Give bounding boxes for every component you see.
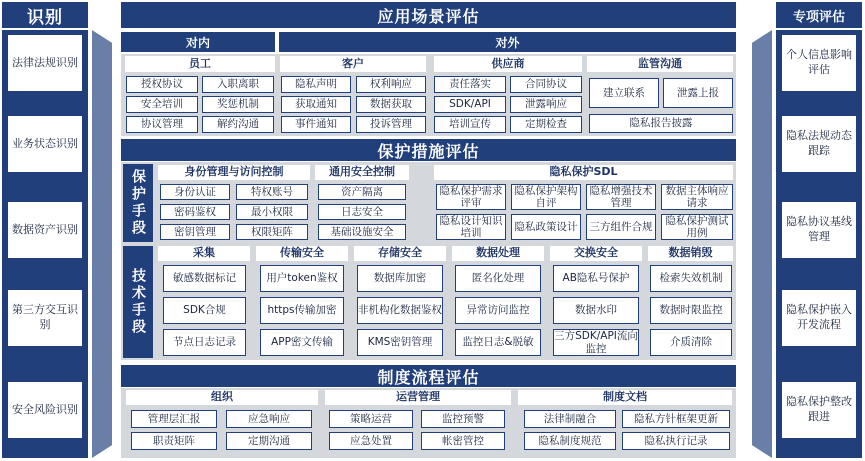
tech-item[interactable]: 三方SDK/API流向监控 — [554, 330, 638, 355]
left-item-0[interactable]: 法律法规识别 — [8, 35, 82, 91]
scene-item[interactable]: 责任落实 — [434, 76, 506, 93]
tech-item[interactable]: 检索失效机制 — [650, 265, 732, 292]
process-title-bar — [121, 365, 736, 387]
scene-item[interactable]: 投诉管理 — [356, 116, 426, 133]
tech-item[interactable]: 非机构化数据鉴权 — [357, 297, 443, 324]
scene-group-regulator: 监管沟通 — [587, 56, 733, 72]
scene-item[interactable]: 合同协议 — [510, 76, 582, 93]
tech-header-collect: 采集 — [158, 246, 250, 261]
iam-item[interactable]: 权限矩阵 — [236, 224, 308, 240]
mgmt-label: 保护手段 — [123, 164, 153, 242]
general-header: 通用安全控制 — [315, 165, 409, 180]
process-header-ops: 运营管理 — [325, 390, 511, 405]
tech-item[interactable]: 节点日志记录 — [163, 329, 246, 356]
scene-item[interactable]: 授权协议 — [126, 76, 198, 93]
scene-item[interactable]: 获取通知 — [281, 96, 351, 113]
left-item-2[interactable]: 数据资产识别 — [8, 202, 82, 258]
scene-group-supplier: 供应商 — [434, 56, 582, 72]
tech-item[interactable]: 介质清除 — [650, 329, 732, 356]
right-title: 专项评估 — [792, 9, 845, 25]
tech-label: 技术手段 — [123, 246, 153, 358]
general-item[interactable]: 日志安全 — [318, 204, 406, 220]
sdl-item[interactable]: 三方组件合规 — [586, 214, 656, 240]
right-arrow-bar — [752, 30, 772, 458]
sdl-item[interactable]: 隐私政策设计 — [511, 214, 581, 240]
right-item-0[interactable]: 个人信息影响评估 — [782, 35, 856, 91]
scene-item[interactable]: 解约沟通 — [202, 116, 274, 133]
scene-title-bar — [121, 2, 736, 28]
internal-bar: 对内 — [121, 32, 275, 52]
tech-item[interactable]: SDK合规 — [163, 297, 246, 324]
scene-group-customer: 客户 — [280, 56, 426, 72]
process-item[interactable]: 隐私执行记录 — [622, 432, 730, 450]
right-item-3[interactable]: 隐私保护嵌入开发流程 — [782, 290, 856, 346]
protect-title: 保护措施评估 — [377, 141, 480, 161]
process-item[interactable]: 应急响应 — [226, 410, 312, 428]
process-item[interactable]: 监控预警 — [421, 410, 505, 428]
iam-item[interactable]: 特权账号 — [236, 184, 308, 200]
process-item[interactable]: 职责矩阵 — [131, 432, 217, 450]
left-arrow-bar — [92, 30, 112, 458]
sdl-item[interactable]: 隐私保护测试用例 — [661, 214, 733, 240]
sdl-item[interactable]: 隐私增强技术管理 — [586, 184, 656, 210]
scene-title: 应用场景评估 — [377, 6, 480, 26]
right-panel-title — [776, 2, 862, 28]
iam-item[interactable]: 最小权限 — [236, 204, 308, 220]
right-panel — [776, 30, 862, 458]
process-item[interactable]: 隐私方针框架更新 — [622, 410, 730, 428]
scene-item[interactable]: 奖惩机制 — [202, 96, 274, 113]
tech-item[interactable]: https传输加密 — [260, 297, 344, 324]
left-item-1[interactable]: 业务状态识别 — [8, 116, 82, 172]
tech-header-destroy: 数据销毁 — [648, 246, 733, 261]
tech-header-storage: 存储安全 — [354, 246, 446, 261]
scene-item[interactable]: 泄露上报 — [663, 78, 733, 108]
left-item-3[interactable]: 第三方交互识别 — [8, 290, 82, 346]
tech-item[interactable]: 敏感数据标记 — [163, 265, 246, 292]
protect-title-bar — [121, 139, 736, 161]
tech-item[interactable]: 用户token鉴权 — [260, 265, 344, 292]
scene-item[interactable]: 事件通知 — [281, 116, 351, 133]
tech-item[interactable]: AB隐私号保护 — [553, 265, 639, 292]
right-item-4[interactable]: 隐私保护整改跟进 — [782, 382, 856, 438]
tech-item[interactable]: 数据时限监控 — [650, 297, 732, 324]
process-item[interactable]: 法律制融合 — [524, 410, 616, 428]
iam-item[interactable]: 身份认证 — [160, 184, 230, 200]
external-bar: 对外 — [279, 32, 736, 52]
tech-header-process: 数据处理 — [452, 246, 544, 261]
tech-item[interactable]: 监控日志&脱敏 — [455, 329, 541, 356]
tech-header-transfer: 传输安全 — [256, 246, 348, 261]
general-item[interactable]: 资产隔离 — [318, 184, 406, 200]
right-item-2[interactable]: 隐私协议基线管理 — [782, 202, 856, 258]
iam-item[interactable]: 密钥管理 — [160, 224, 230, 240]
process-item[interactable]: 帐密管控 — [421, 432, 505, 450]
sdl-item[interactable]: 隐私保护架构自评 — [511, 184, 581, 210]
process-header-docs: 制度文档 — [518, 390, 732, 405]
scene-item[interactable]: 泄露响应 — [510, 96, 582, 113]
scene-item[interactable]: 权利响应 — [356, 76, 426, 93]
iam-header: 身份管理与访问控制 — [158, 165, 310, 180]
sdl-item[interactable]: 隐私设计知识培训 — [436, 214, 506, 240]
scene-item[interactable]: 培训宣传 — [434, 116, 506, 133]
process-item[interactable]: 定期沟通 — [226, 432, 312, 450]
tech-item[interactable]: 匿名化处理 — [455, 265, 541, 292]
tech-item[interactable]: 异常访问监控 — [455, 297, 541, 324]
scene-item[interactable]: 安全培训 — [126, 96, 198, 113]
scene-item[interactable]: 建立联系 — [589, 78, 659, 108]
tech-item[interactable]: 数据库加密 — [357, 265, 443, 292]
process-item[interactable]: 隐私制度规范 — [524, 432, 616, 450]
process-title: 制度流程评估 — [377, 367, 480, 387]
sdl-header: 隐私保护SDL — [434, 165, 733, 180]
left-panel-title — [2, 2, 88, 28]
scene-item[interactable]: 隐私声明 — [281, 76, 351, 93]
left-title: 识别 — [27, 7, 63, 28]
process-item[interactable]: 管理层汇报 — [131, 410, 217, 428]
left-item-4[interactable]: 安全风险识别 — [8, 382, 82, 438]
scene-item[interactable]: SDK/API — [434, 96, 506, 113]
process-header-org: 组织 — [126, 390, 318, 405]
tech-header-exchange: 交换安全 — [550, 246, 642, 261]
tech-item[interactable]: APP密文传输 — [260, 329, 344, 356]
sdl-item[interactable]: 隐私保护需求评审 — [436, 184, 506, 210]
right-item-1[interactable]: 隐私法规动态跟踪 — [782, 116, 856, 172]
scene-item[interactable]: 定期检查 — [510, 116, 582, 133]
scene-item[interactable]: 隐私报告披露 — [589, 114, 733, 133]
general-item[interactable]: 基础设施安全 — [318, 224, 406, 240]
tech-item[interactable]: KMS密钥管理 — [357, 329, 443, 356]
sdl-item[interactable]: 数据主体响应请求 — [661, 184, 733, 210]
process-item[interactable]: 策略运营 — [329, 410, 413, 428]
scene-group-employee: 员工 — [125, 56, 275, 72]
process-item[interactable]: 应急处置 — [329, 432, 413, 450]
left-panel — [2, 30, 88, 458]
iam-item[interactable]: 密码鉴权 — [160, 204, 230, 220]
scene-item[interactable]: 数据获取 — [356, 96, 426, 113]
scene-item[interactable]: 入职离职 — [202, 76, 274, 93]
tech-item[interactable]: 数据水印 — [553, 297, 639, 324]
scene-item[interactable]: 协议管理 — [126, 116, 198, 133]
